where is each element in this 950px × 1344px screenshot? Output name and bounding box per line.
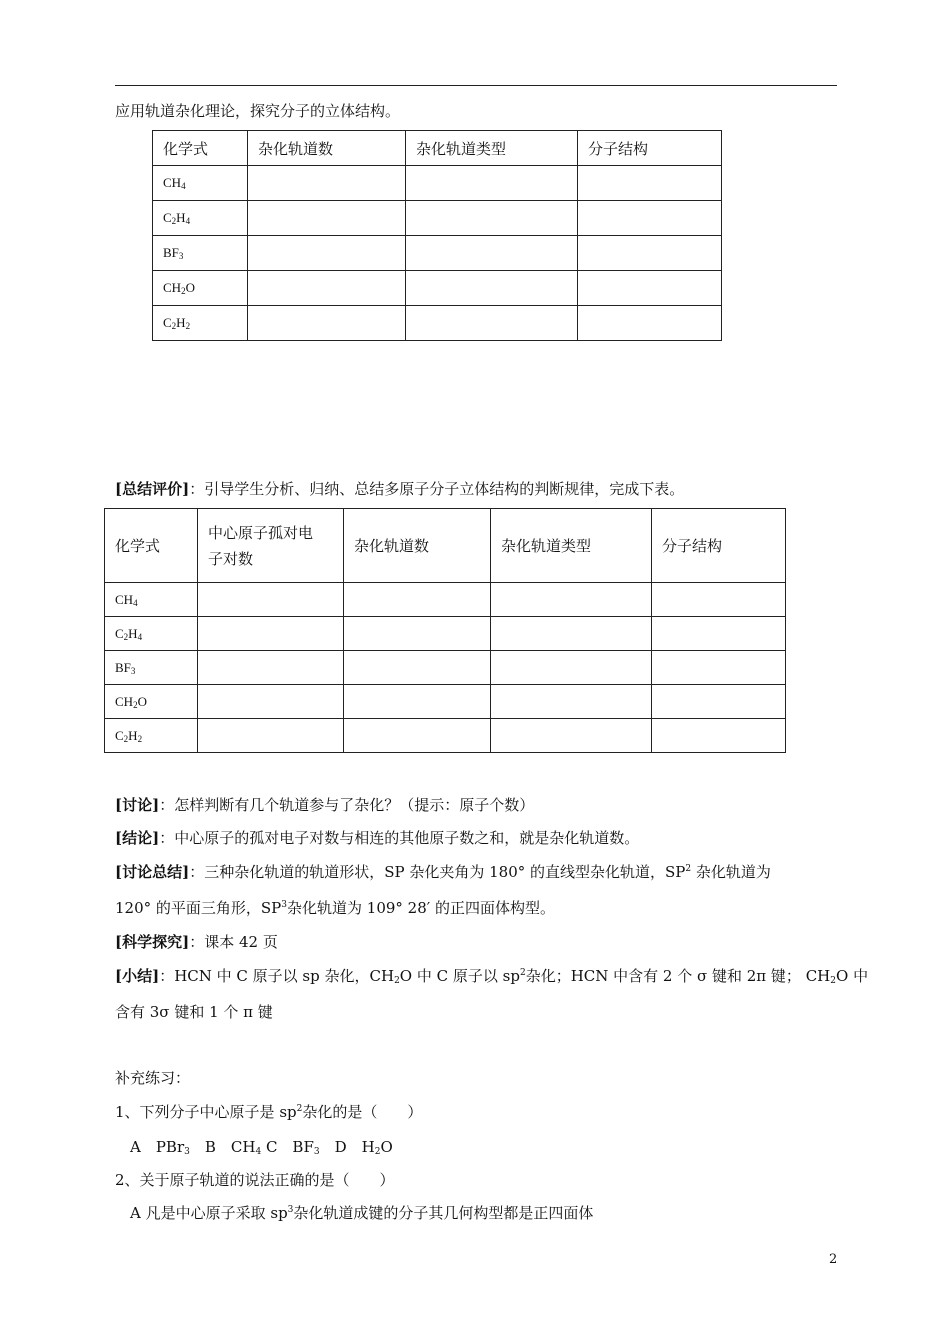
page-number: 2: [829, 1252, 838, 1267]
table-row: [105, 583, 786, 617]
cell-blank[interactable]: [578, 166, 722, 201]
table-row: [153, 271, 722, 306]
cell-blank[interactable]: [344, 617, 491, 651]
cell-blank[interactable]: [248, 236, 406, 271]
cell-blank[interactable]: [248, 201, 406, 236]
cell-blank[interactable]: [406, 271, 578, 306]
question-2-option-a: [130, 1203, 593, 1223]
cell-blank[interactable]: [344, 583, 491, 617]
formula-ch2o: $CH_2O$: [153, 271, 248, 306]
cell-blank[interactable]: [491, 651, 652, 685]
cell-blank[interactable]: [652, 651, 786, 685]
discussion-summary-text: ：三种杂化轨道的轨道形状，SP 杂化夹角为 180° 的直线型杂化轨道，SP: [189, 863, 686, 881]
option-text: 杂化轨道成键的分子其几何构型都是正四面体: [293, 1204, 594, 1222]
summary-paragraph: [115, 479, 684, 499]
question-1: [115, 1102, 422, 1122]
brief-tag: [小结]: [115, 967, 160, 985]
cell-blank[interactable]: [652, 583, 786, 617]
header-rule: [115, 85, 837, 86]
subscript: 2: [830, 976, 836, 986]
intro-text: 应用轨道杂化理论，探究分子的立体结构。: [115, 102, 401, 120]
header-orbital-type: 杂化轨道类型: [406, 131, 578, 166]
formula-bf3: $BF_3$: [153, 236, 248, 271]
table-row: [153, 166, 722, 201]
cell-blank[interactable]: [652, 719, 786, 753]
cell-blank[interactable]: [248, 271, 406, 306]
header-formula: 化学式: [153, 131, 248, 166]
cell-blank[interactable]: [578, 236, 722, 271]
header-structure: 分子结构: [652, 509, 786, 583]
discussion-tag: [讨论]: [115, 796, 160, 814]
discussion-text: ：怎样判断有几个轨道参与了杂化？（提示：原子个数）: [159, 796, 535, 814]
header-structure: 分子结构: [578, 131, 722, 166]
option-d: D H: [319, 1138, 375, 1156]
table-row: [105, 651, 786, 685]
hybridization-table-2: [104, 508, 786, 753]
hybridization-table-1: [152, 130, 722, 341]
cell-blank[interactable]: [344, 719, 491, 753]
option-c: C BF: [261, 1138, 314, 1156]
cell-blank[interactable]: [578, 306, 722, 341]
brief-text: O 中 C 原子以 sp: [399, 967, 520, 985]
option-d-rest: O: [380, 1138, 393, 1156]
formula-c2h2: $C_2H_2$: [153, 306, 248, 341]
discussion-summary-line1: [115, 862, 771, 882]
cell-blank[interactable]: [198, 719, 344, 753]
question-text: 1、下列分子中心原子是 sp: [115, 1103, 297, 1121]
cell-blank[interactable]: [198, 685, 344, 719]
option-a: A PBr: [130, 1138, 185, 1156]
conclusion-tag: [结论]: [115, 829, 160, 847]
cell-blank[interactable]: [491, 719, 652, 753]
superscript: 2: [519, 968, 526, 978]
header-orbital-count: 杂化轨道数: [344, 509, 491, 583]
cell-blank[interactable]: [406, 306, 578, 341]
header-formula: 化学式: [105, 509, 198, 583]
cell-blank[interactable]: [406, 236, 578, 271]
superscript: 2: [685, 864, 692, 874]
cell-blank[interactable]: [491, 685, 652, 719]
cell-blank[interactable]: [198, 617, 344, 651]
brief-line2: 含有 3σ 键和 1 个 π 键: [115, 1003, 273, 1021]
cell-blank[interactable]: [344, 685, 491, 719]
table-header-row: [105, 509, 786, 583]
header-orbital-type: 杂化轨道类型: [491, 509, 652, 583]
conclusion-paragraph: [115, 828, 639, 848]
formula-c2h4: $C_2H_4$: [153, 201, 248, 236]
discussion-summary-tag: [讨论总结]: [115, 863, 190, 881]
table-row: [153, 201, 722, 236]
brief-text: O 中: [836, 967, 869, 985]
brief-text: ：HCN 中 C 原子以 sp 杂化，CH: [159, 967, 395, 985]
option-b: B CH: [189, 1138, 256, 1156]
cell-blank[interactable]: [198, 583, 344, 617]
exercise-title: 补充练习：: [115, 1069, 191, 1087]
cell-blank[interactable]: [578, 271, 722, 306]
header-lone-pairs-line1: 中心原子孤对电: [208, 523, 314, 542]
cell-blank[interactable]: [652, 685, 786, 719]
table-header-row: [153, 131, 722, 166]
header-lone-pairs: [198, 509, 344, 583]
option-text: A 凡是中心原子采取 sp: [130, 1204, 288, 1222]
formula-bf3: $BF_3$: [105, 651, 198, 685]
table-row: [153, 306, 722, 341]
header-lone-pairs-line2: 子对数: [208, 549, 254, 568]
superscript: 3: [287, 1205, 294, 1215]
question-2: 2、关于原子轨道的说法正确的是（ ）: [115, 1171, 395, 1189]
table-row: [105, 685, 786, 719]
superscript: 2: [296, 1104, 303, 1114]
cell-blank[interactable]: [198, 651, 344, 685]
science-paragraph: [115, 932, 278, 952]
cell-blank[interactable]: [248, 306, 406, 341]
brief-text: 杂化；HCN 中含有 2 个 σ 键和 2π 键； CH: [525, 967, 831, 985]
subscript: 2: [374, 1147, 381, 1157]
formula-ch4: $CH_4$: [153, 166, 248, 201]
conclusion-text: ：中心原子的孤对电子对数与相连的其他原子数之和，就是杂化轨道数。: [159, 829, 640, 847]
cell-blank[interactable]: [406, 166, 578, 201]
cell-blank[interactable]: [344, 651, 491, 685]
question-1-options: [130, 1137, 393, 1157]
discussion-summary-text: 杂化轨道为: [691, 863, 771, 881]
subscript: 4: [255, 1147, 262, 1157]
table-row: [105, 719, 786, 753]
discussion-summary-text: 120° 的平面三角形，SP: [115, 899, 282, 917]
cell-blank[interactable]: [248, 166, 406, 201]
cell-blank[interactable]: [406, 201, 578, 236]
subscript: 3: [313, 1147, 320, 1157]
discussion-summary-text: 杂化轨道为 109° 28′ 的正四面体构型。: [287, 899, 555, 917]
summary-tag: [总结评价]: [115, 480, 190, 498]
table-row: [105, 617, 786, 651]
science-tag: [科学探究]: [115, 933, 190, 951]
header-orbital-count: 杂化轨道数: [248, 131, 406, 166]
brief-line1: [115, 966, 868, 986]
formula-c2h4: $C_2H_4$: [105, 617, 198, 651]
formula-ch4: $CH_4$: [105, 583, 198, 617]
cell-blank[interactable]: [578, 201, 722, 236]
cell-blank[interactable]: [491, 583, 652, 617]
subscript: 3: [184, 1147, 190, 1157]
discussion-summary-line2: [115, 898, 555, 918]
superscript: 3: [281, 900, 288, 910]
formula-ch2o: $CH_2O$: [105, 685, 198, 719]
table-row: [153, 236, 722, 271]
discussion-paragraph: [115, 795, 534, 815]
summary-text: ：引导学生分析、归纳、总结多原子分子立体结构的判断规律，完成下表。: [189, 480, 685, 498]
formula-c2h2: $C_2H_2$: [105, 719, 198, 753]
cell-blank[interactable]: [491, 617, 652, 651]
subscript: 2: [394, 976, 400, 986]
science-text: ：课本 42 页: [189, 933, 278, 951]
cell-blank[interactable]: [652, 617, 786, 651]
question-text: 杂化的是（ ）: [302, 1103, 423, 1121]
